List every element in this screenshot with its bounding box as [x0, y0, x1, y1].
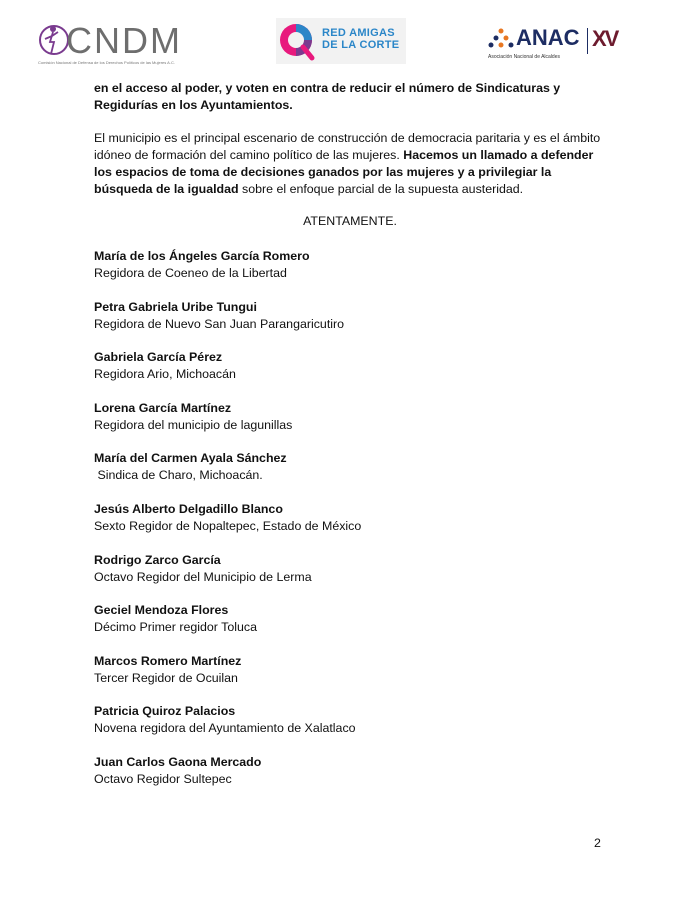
- red-amigas-logo-text: [322, 27, 399, 51]
- red-amigas-line2: DE LA CORTE: [322, 39, 400, 51]
- anac-logo-text: ANAC: [516, 25, 580, 50]
- paragraph-2: [94, 130, 604, 198]
- signer-name: Jesús Alberto Delgadillo Blanco: [94, 501, 283, 516]
- red-amigas-logo: [276, 18, 406, 64]
- paragraph-2-text-a: El municipio es el principal escenario de construcción de democracia paritaria y es el ámbito idóneo de formación del camino político de las mujeres.: [94, 131, 601, 162]
- closing-salutation: ATENTAMENTE.: [303, 214, 397, 228]
- signer-name: María del Carmen Ayala Sánchez: [94, 451, 287, 466]
- signer-title: Regidora de Coeneo de la Libertad: [94, 266, 287, 280]
- signer-title: Octavo Regidor Sultepec: [94, 771, 232, 786]
- signer: [94, 653, 614, 704]
- paragraph-2-bold: Hacemos un llamado a defender los espacios de toma de decisiones ganados por las mujeres y a privilegiar la búsqueda de la igualdad: [94, 148, 594, 196]
- signer: [94, 602, 614, 653]
- signer-title: Décimo Primer regidor Toluca: [94, 620, 257, 635]
- anac-logo-subtitle: Asociación Nacional de Alcaldes: [488, 54, 560, 60]
- triangle-people-icon: [488, 28, 514, 52]
- signer-name: Patricia Quiroz Palacios: [94, 704, 236, 719]
- signer: [94, 248, 614, 299]
- signer-title: Regidora de Nuevo San Juan Parangaricutiro: [94, 316, 345, 331]
- signer-name: Gabriela García Pérez: [94, 350, 223, 365]
- paragraph-1: en el acceso al poder, y voten en contra de reducir el número de Sindicaturas y Regidurías en los Ayuntamientos.: [94, 81, 561, 112]
- signer-name: María de los Ángeles García Romero: [94, 249, 310, 263]
- signer-title: Sindica de Charo, Michoacán.: [94, 468, 263, 483]
- signers-list: [94, 248, 614, 805]
- woman-figure-icon: [36, 20, 70, 60]
- signer-name: Petra Gabriela Uribe Tungui: [94, 299, 257, 314]
- anac-logo-separator: [587, 28, 588, 54]
- signer-name: Lorena García Martínez: [94, 400, 232, 415]
- signer: [94, 552, 614, 603]
- signer-title: Regidora Ario, Michoacán: [94, 367, 236, 382]
- signer-title: Tercer Regidor de Ocuilan: [94, 670, 238, 685]
- signer-title: Sexto Regidor de Nopaltepec, Estado de México: [94, 518, 362, 533]
- signer-title: Regidora del municipio de lagunillas: [94, 417, 293, 432]
- signer: [94, 349, 614, 400]
- anac-logo: [488, 24, 628, 64]
- red-amigas-mark-icon: [276, 20, 320, 62]
- signer: [94, 703, 614, 754]
- signer-title: Novena regidora del Ayuntamiento de Xalatlaco: [94, 721, 356, 736]
- signer: [94, 501, 614, 552]
- page-number: 2: [594, 836, 601, 850]
- signer-name: Rodrigo Zarco García: [94, 552, 221, 567]
- cndm-logo-text: CNDM: [66, 20, 182, 61]
- signer: [94, 450, 614, 501]
- signer: [94, 400, 614, 451]
- anac-xv-mark: XV: [592, 26, 618, 51]
- signer: [94, 299, 614, 350]
- paragraph-2-text-b: sobre el enfoque parcial de la supuesta austeridad.: [242, 182, 524, 196]
- signer-name: Juan Carlos Gaona Mercado: [94, 754, 262, 769]
- cndm-logo: [36, 20, 186, 70]
- signer-title: Octavo Regidor del Municipio de Lerma: [94, 569, 312, 584]
- signer-name: Geciel Mendoza Flores: [94, 603, 229, 618]
- signer-name: Marcos Romero Martínez: [94, 653, 242, 668]
- red-amigas-line1: RED AMIGAS: [322, 27, 395, 39]
- cndm-logo-subtitle: Comisión Nacional de Defensa de los Derechos Políticos de las Mujeres A.C.: [38, 60, 175, 65]
- signer: [94, 754, 614, 805]
